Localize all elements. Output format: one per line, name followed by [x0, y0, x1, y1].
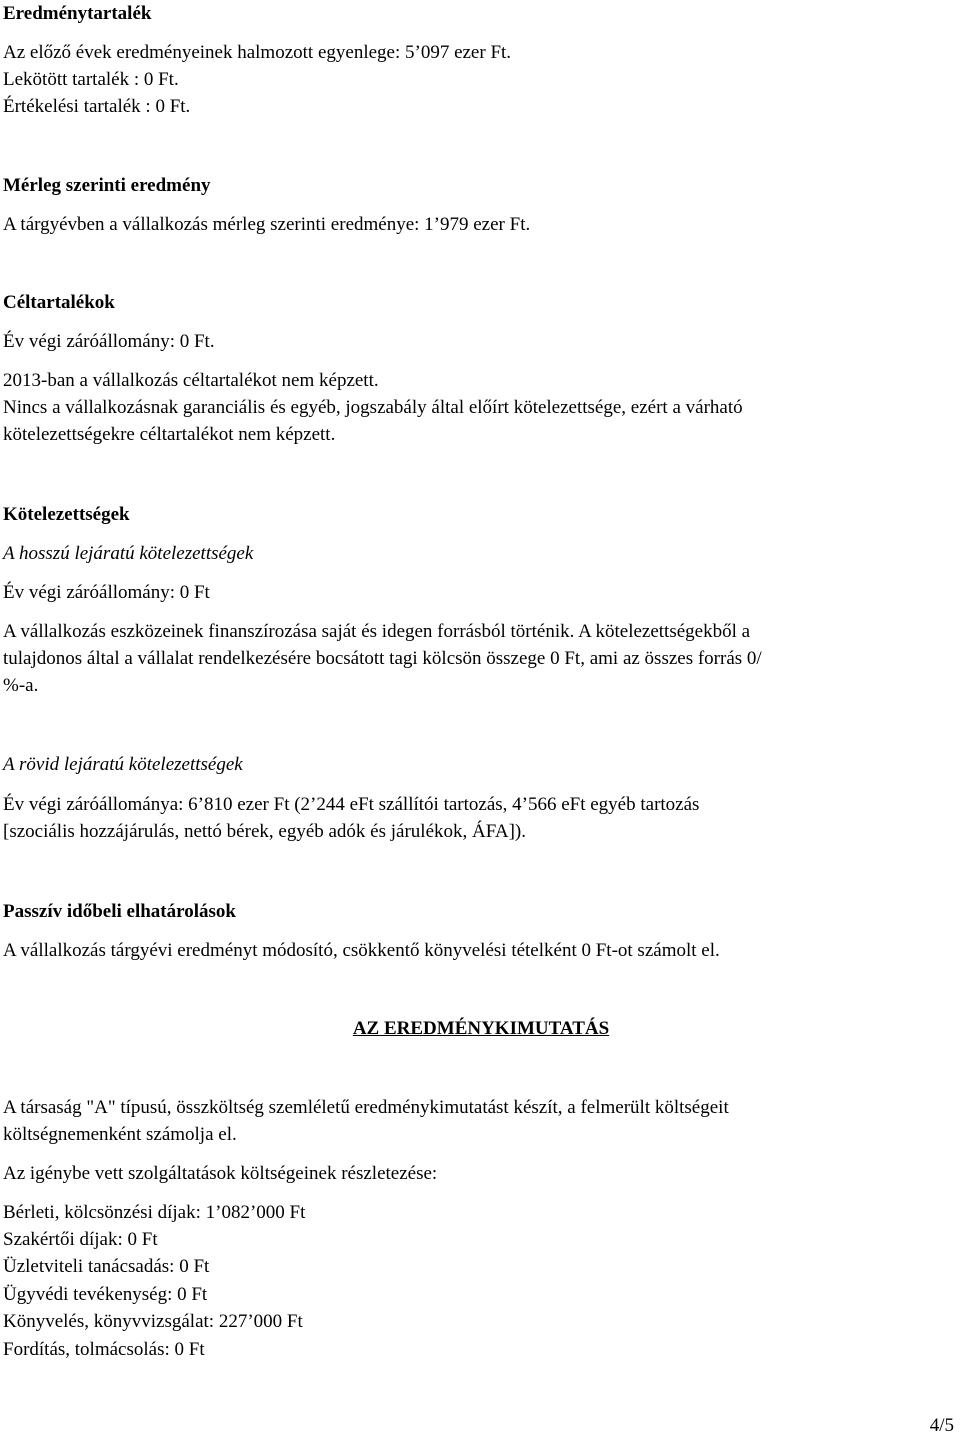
closing-balance-line: Év végi záróállomány: 0 Ft	[3, 582, 210, 603]
paragraph-line: A társaság "A" típusú, összköltség szemléletű eredménykimutatást készít, a felmerült költségeit	[3, 1097, 729, 1118]
cost-item: Könyvelés, könyvvizsgálat: 227’000 Ft	[3, 1311, 303, 1332]
section-heading-eredmenytartalek: Eredménytartalék	[3, 3, 152, 24]
paragraph-line: Az előző évek eredményeinek halmozott egyenlege: 5’097 ezer Ft.	[3, 42, 512, 63]
paragraph-line: Év végi záróállománya: 6’810 ezer Ft (2’244 eFt szállítói tartozás, 4’566 eFt egyéb tartozás	[3, 794, 700, 815]
subheading-short-term: A rövid lejáratú kötelezettségek	[3, 754, 243, 775]
closing-balance-line: Év végi záróállomány: 0 Ft.	[3, 331, 215, 352]
paragraph-line: Értékelési tartalék : 0 Ft.	[3, 96, 191, 117]
paragraph-line: %-a.	[3, 675, 39, 696]
paragraph-line: költségnemenként számolja el.	[3, 1124, 237, 1145]
paragraph-line: tulajdonos által a vállalat rendelkezésére bocsátott tagi kölcsön összege 0 Ft, ami az összes forrás 0/	[3, 648, 762, 669]
detail-intro: Az igénybe vett szolgáltatások költségeinek részletezése:	[3, 1163, 438, 1184]
paragraph-line: Nincs a vállalkozásnak garanciális és egyéb, jogszabály által előírt kötelezettsége, ezért a várható	[3, 397, 743, 418]
income-statement-title: AZ EREDMÉNYKIMUTATÁS	[352, 1018, 610, 1039]
paragraph-line: [szociális hozzájárulás, nettó bérek, egyéb adók és járulékok, ÁFA]).	[3, 821, 527, 842]
section-heading-passziv: Passzív időbeli elhatárolások	[3, 901, 236, 922]
section-heading-celtartalekok: Céltartalékok	[3, 292, 115, 313]
section-heading-kotelezettsegek: Kötelezettségek	[3, 504, 130, 525]
cost-item: Ügyvédi tevékenység: 0 Ft	[3, 1284, 208, 1305]
paragraph-line: 2013-ban a vállalkozás céltartalékot nem képzett.	[3, 370, 379, 391]
paragraph-line: A tárgyévben a vállalkozás mérleg szerinti eredménye: 1’979 ezer Ft.	[3, 214, 531, 235]
paragraph-line: kötelezettségekre céltartalékot nem képzett.	[3, 424, 336, 445]
paragraph-line: A vállalkozás tárgyévi eredményt módosító, csökkentő könyvelési tételként 0 Ft-ot számolt el.	[3, 940, 720, 961]
cost-item: Üzletviteli tanácsadás: 0 Ft	[3, 1256, 210, 1277]
paragraph-line: A vállalkozás eszközeinek finanszírozása saját és idegen forrásból történik. A kötelezettségekből a	[3, 621, 751, 642]
cost-item: Fordítás, tolmácsolás: 0 Ft	[3, 1339, 205, 1360]
cost-item: Bérleti, kölcsönzési díjak: 1’082’000 Ft	[3, 1202, 306, 1223]
paragraph-line: Lekötött tartalék : 0 Ft.	[3, 69, 179, 90]
page-number: 4/5	[929, 1415, 954, 1436]
subheading-long-term: A hosszú lejáratú kötelezettségek	[3, 543, 254, 564]
cost-item: Szakértői díjak: 0 Ft	[3, 1229, 158, 1250]
section-heading-merleg: Mérleg szerinti eredmény	[3, 175, 211, 196]
